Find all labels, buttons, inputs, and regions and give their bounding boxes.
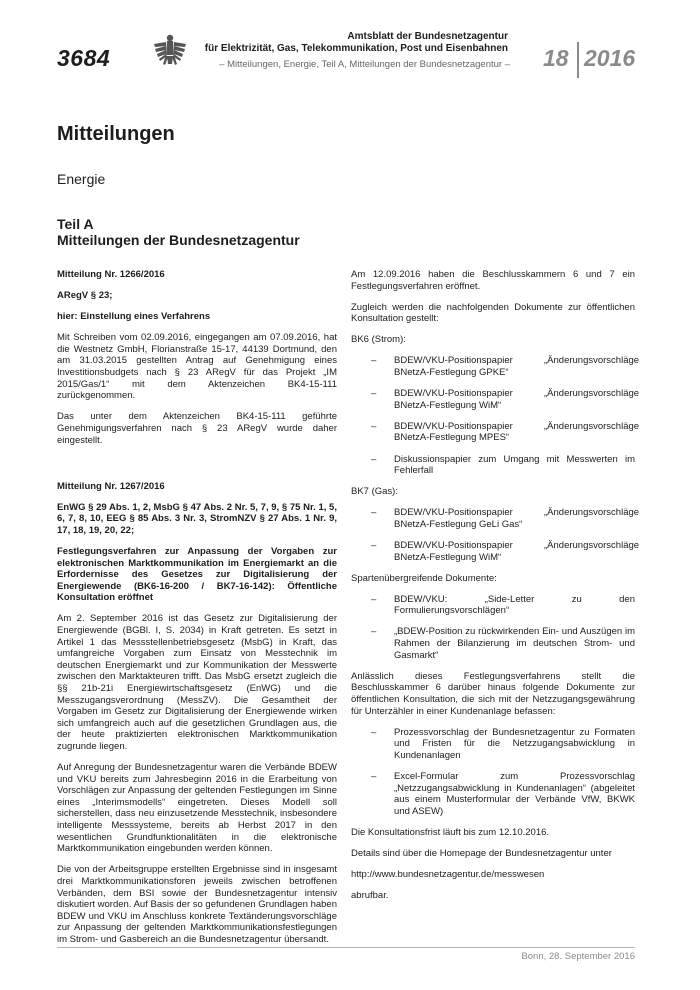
notice-1267-references: EnWG § 29 Abs. 1, 2, MsbG § 47 Abs. 2 Nr. 5, 7, 9, § 75 Nr. 1, 5, 6, 7, 8, 10, EEG § 85 Abs. 3 Nr. 3, StromNZV § 27 Abs. 1 Nr. 9, 17, 18, 19, 20, 22; [57,501,337,536]
notice-1266-reference: ARegV § 23; [57,290,113,302]
list-dash: – [371,507,377,519]
gazette-subtitle: für Elektrizität, Gas, Telekommunikation, Post und Eisenbahnen [204,43,508,54]
notice-1267-paragraph: Am 2. September 2016 ist das Gesetz zur Digitalisierung der Energiewende (BGBl. I, S. 2034) in Kraft getreten. Es setzt in Artikel 1 das Messstellenbetriebsgesetz (MsbG) in Kraft, das umfangreiche Vorgaben zum Einsatz von Messtechnik im deutschen Energiemarkt und zur Kommunikation der Messwerte zwischen den Marktakteuren trifft. Das MsbG ersetzt zugleich die §§ 21b-21i Energiewirtschaftsgesetz (EnWG) und die Messzugangsverordnung (MessZV). Die Gesamtheit der Vorgaben im Gesetz zur Digitalisierung der Energiewende wirken sich umfangreich auch auf die gesetzlichen Grundlagen aus, die der heute praktizierten elektronischen Marktkommunikation zugrunde liegen. [57,613,337,752]
document-type: „Änderungsvorschläge [544,540,640,551]
document-type: „Änderungsvorschläge [544,420,640,432]
list-dash: – [371,420,377,432]
document-title: BDEW/VKU-Positionspapier BNetzA-Festlegung GPKE“ [394,355,513,379]
document-title: Diskussionspapier zum Umgang mit Messwerten im Fehlerfall [394,453,635,477]
document-title: BDEW/VKU-Positionspapier BNetzA-Festlegung MPES“ [394,420,513,444]
notice-1266-topic: hier: Einstellung eines Verfahrens [57,311,211,323]
list-item [351,626,635,661]
list-item [351,454,635,477]
part-title: Mitteilungen der Bundesnetzagentur [57,232,300,248]
list-item [351,594,635,617]
closing-text: abrufbar. [351,890,389,902]
part-heading [57,216,300,248]
notice-1266-paragraph: Mit Schreiben vom 02.09.2016, eingegangen am 07.09.2016, hat die Westnetz GmbH, Florianstraße 15-17, 44139 Dortmund, den am 31.03.2015 gestellten Antrag auf Genehmigung eines Investitionsbudgets nach § 23 ARegV für das Projekt „IM 2015/Gas/1“ mit dem Aktenzeichen BK4-15-111 zurückgenommen. [57,332,337,402]
bk7-label: BK7 (Gas): [351,486,398,498]
document-title: BDEW/VKU-Positionspapier BNetzA-Festlegung WiM“ [394,388,513,411]
right-column [351,269,640,911]
list-dash: – [371,726,377,738]
document-title: BDEW/VKU-Positionspapier BNetzA-Festlegung GeLi Gas“ [394,507,523,530]
page-title: Mitteilungen [57,123,175,145]
list-item [351,507,640,530]
list-dash: – [371,453,377,465]
federal-eagle-icon [152,32,188,72]
cross-sector-label: Spartenübergreifende Dokumente: [351,572,497,584]
notice-1267-paragraph: Am 12.09.2016 haben die Beschlusskammern 6 und 7 ein Festlegungsverfahren eröffnet. [351,269,635,292]
list-item [351,420,640,444]
list-dash: – [371,355,377,367]
notice-1267-heading: Mitteilung Nr. 1267/2016 [57,480,165,492]
list-item [351,771,635,817]
list-item [351,388,640,411]
list-dash: – [371,540,377,551]
notice-1267-paragraph: Auf Anregung der Bundesnetzagentur waren die Verbände BDEW und VKU bereits zum Jahresbeginn 2016 in die Erarbeitung von Vorschlägen zur Anpassung der geltenden Festlegungen im Sinne eines „Interimsmodells“ eingetreten. Dieses Modell soll sicherstellen, dass neu einzusetzende Messtechnik, insbesondere intelligente Messsysteme, bereits ab Herbst 2017 in den wesentlichen Grundfunktionalitäten in die elektronische Marktkommunikation eingebunden werden können. [57,762,337,855]
list-dash: – [371,626,377,638]
left-column [57,269,337,955]
issue-year: 2016 [584,45,636,71]
list-dash: – [371,593,377,605]
document-title: BDEW/VKU: „Side-Letter zu den Formulierungsvorschlägen“ [394,593,635,617]
footer-divider [57,947,635,948]
list-item [351,355,640,379]
notice-1267-paragraph: Die von der Arbeitsgruppe erstellten Ergebnisse sind in insgesamt drei Marktkommunikationsforen jeweils zwischen betroffenen Verbänden, dem BSI sowie der Bundesnetzagentur intensiv diskutiert worden. Auf Basis der so gefundenen Grundlagen haben BDEW und VKU im Anschluss konkrete Textänderungsvorschläge zur Anpassung der geltenden Marktkommunikationsfestlegungen im Strom- und Gasbereich an die Bundesnetzagentur übersandt. [57,864,337,945]
consultation-deadline: Die Konsultationsfrist läuft bis zum 12.10.2016. [351,826,550,838]
section-title: Energie [57,171,106,187]
gazette-title: Amtsblatt der Bundesnetzagentur [347,31,508,42]
list-item [351,727,635,762]
part-label: Teil A [57,216,94,232]
bk6-label: BK6 (Strom): [351,334,406,346]
document-title: Prozessvorschlag der Bundesnetzagentur zu Formaten und Fristen für die Netzzugangsabwicklung in Kundenanlagen [394,726,635,761]
document-title: „BDEW-Position zu rückwirkenden Ein- und Auszügen im Rahmen der Bilanzierung im deutschen Strom- und Gasmarkt“ [394,626,635,661]
page-number: 3684 [57,45,111,71]
details-text: Details sind über die Homepage der Bundesnetzagentur unter [351,847,612,859]
document-type: „Änderungsvorschläge [544,388,640,400]
footer-date: Bonn, 28. September 2016 [521,951,635,962]
document-type: „Änderungsvorschläge [544,507,640,519]
notice-1267-topic: Festlegungsverfahren zur Anpassung der Vorgaben zur elektronischen Marktkommunikation im Energiemarkt an die Erfordernisse des Gesetzes zur Digitalisierung der Energiewende (BK6-16-200 / BK7-16-142): Öffentliche Konsultation eröffnet [57,546,337,604]
notice-1267-paragraph: Anlässlich dieses Festlegungsverfahrens stellt die Beschlusskammer 6 darüber hinaus folgende Dokumente zur öffentlichen Konsultation, die sich mit der Netzzugangsgewährung für Unterzähler in einer Kundenanlage befassen: [351,670,635,717]
notice-1267-paragraph: Zugleich werden die nachfolgenden Dokumente zur öffentlichen Konsultation gestellt: [351,301,635,325]
notice-spacer [57,456,337,481]
notice-1266-heading: Mitteilung Nr. 1266/2016 [57,269,165,280]
notice-1266-paragraph: Das unter dem Aktenzeichen BK4-15-111 geführte Genehmigungsverfahren nach § 23 ARegV wurde daher eingestellt. [57,411,337,446]
document-type: „Änderungsvorschläge [544,355,640,367]
document-title: Excel-Formular zum Prozessvorschlag „Netzzugangsabwicklung in Kundenanlagen“ (abgeleitet aus einem Musterformular der Verbände VfW, BKWK und ASEW) [394,770,635,817]
details-url: http://www.bundesnetzagentur.de/messwesen [351,868,545,880]
issue-number: 18 [543,45,569,71]
document-title: BDEW/VKU-Positionspapier BNetzA-Festlegung WiM“ [394,540,513,563]
issue-divider [577,42,579,78]
list-dash: – [371,770,377,782]
list-dash: – [371,388,377,400]
list-item [351,540,640,563]
running-head: – Mitteilungen, Energie, Teil A, Mitteilungen der Bundesnetzagentur – [219,59,510,70]
